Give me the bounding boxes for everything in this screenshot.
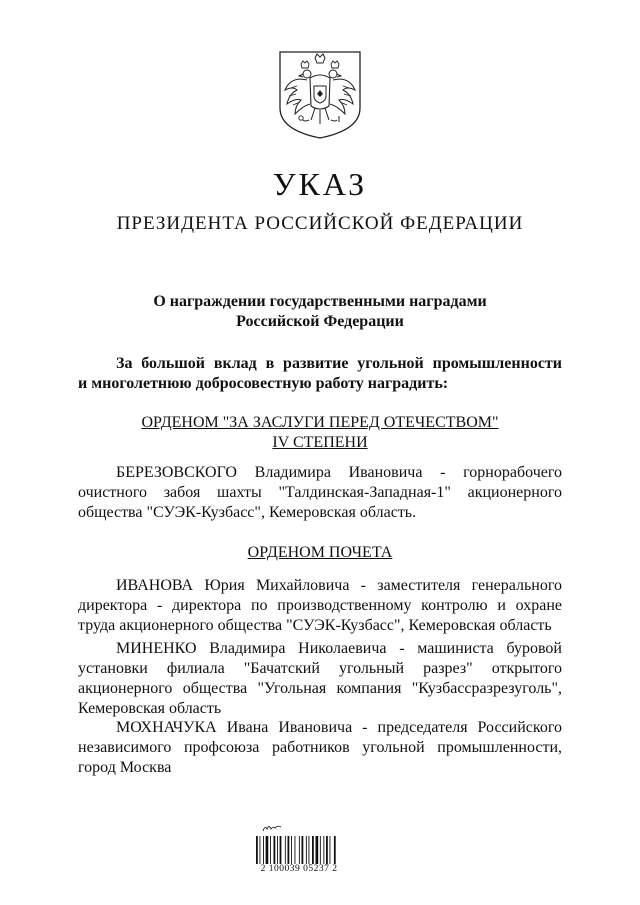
- barcode-bar: [291, 836, 292, 864]
- paragraph-line: Кемеровская область: [78, 700, 222, 717]
- paragraph-line: МИНЕНКО Владимира Николаевича - машиниста буровой: [116, 640, 562, 657]
- barcode-bar: [326, 836, 328, 864]
- barcode-bar: [274, 836, 276, 864]
- barcode-bar: [334, 836, 336, 864]
- award-line: IV СТЕПЕНИ: [272, 434, 368, 451]
- paragraph-line: акционерного общества "Угольная компания "Кузбассразрезуголь",: [78, 680, 562, 697]
- awardee-paragraph: [78, 463, 562, 523]
- barcode-bar: [295, 836, 296, 864]
- paragraph-line: БЕРЕЗОВСКОГО Владимира Ивановича - горнорабочего: [116, 464, 562, 481]
- barcode-bar: [256, 836, 258, 864]
- paragraph-line: город Москва: [78, 759, 172, 776]
- barcode-bar: [330, 836, 331, 864]
- barcode-bar: [302, 836, 304, 864]
- coat-of-arms-emblem: [277, 50, 363, 140]
- paragraph-line: очистного забоя шахты "Талдинская-Западная-1" акционерного: [78, 484, 562, 501]
- paragraph-line: директора - директора по производственному контролю и охране: [78, 597, 562, 614]
- barcode-bar: [285, 836, 286, 864]
- decree-intro: [78, 354, 562, 394]
- award-line: ОРДЕНОМ "ЗА ЗАСЛУГИ ПЕРЕД ОТЕЧЕСТВОМ": [141, 414, 499, 431]
- barcode-bar: [316, 836, 319, 864]
- barcode-image: [256, 836, 336, 864]
- paragraph-line: установки филиала "Бачатский угольный разрез" открытого: [78, 660, 562, 677]
- handwritten-mark: [262, 823, 282, 833]
- paragraph-line: МОХНАЧУКА Ивана Ивановича - председателя Российского: [116, 719, 562, 736]
- heading-line: Российской Федерации: [236, 313, 404, 330]
- barcode-bar: [277, 836, 278, 864]
- award-title-order-honour: [0, 543, 640, 563]
- barcode-bar: [306, 836, 307, 864]
- paragraph-line: общества "СУЭК-Кузбасс", Кемеровская область.: [78, 504, 417, 521]
- paragraph-line: независимого профсоюза работников угольной промышленности,: [78, 739, 562, 756]
- paragraph-line: труда акционерного общества "СУЭК-Кузбасс", Кемеровская область: [78, 617, 552, 634]
- barcode-bar: [266, 836, 269, 864]
- paragraph-line: ИВАНОВА Юрия Михайловича - заместителя генерального: [116, 577, 562, 594]
- award-line: ОРДЕНОМ ПОЧЕТА: [247, 544, 393, 561]
- intro-line: За большой вклад в развитие угольной промышленности: [116, 355, 562, 372]
- barcode-bar: [260, 836, 261, 864]
- barcode-bar: [320, 836, 321, 864]
- decree-heading: [0, 292, 640, 332]
- document-title: УКАЗ: [272, 166, 368, 202]
- barcode-bar: [270, 836, 271, 864]
- awardee-paragraph: [78, 718, 562, 778]
- document-subtitle: ПРЕЗИДЕНТА РОССИЙСКОЙ ФЕДЕРАЦИИ: [116, 213, 524, 234]
- barcode-number: 2 100039 05237 2: [260, 864, 338, 874]
- intro-line: и многолетнюю добросовестную работу наградить:: [78, 375, 449, 392]
- award-title-order-merit: [0, 413, 640, 453]
- awardee-paragraph: [78, 639, 562, 719]
- barcode-bar: [312, 836, 314, 864]
- barcode-bar: [309, 836, 310, 864]
- barcode-bar: [323, 836, 324, 864]
- heading-line: О награждении государственными наградами: [153, 293, 487, 310]
- awardee-paragraph: [78, 576, 562, 636]
- barcode-bar: [299, 836, 300, 864]
- barcode-bar: [280, 836, 282, 864]
- barcode-bar: [263, 836, 264, 864]
- barcode-bar: [288, 836, 290, 864]
